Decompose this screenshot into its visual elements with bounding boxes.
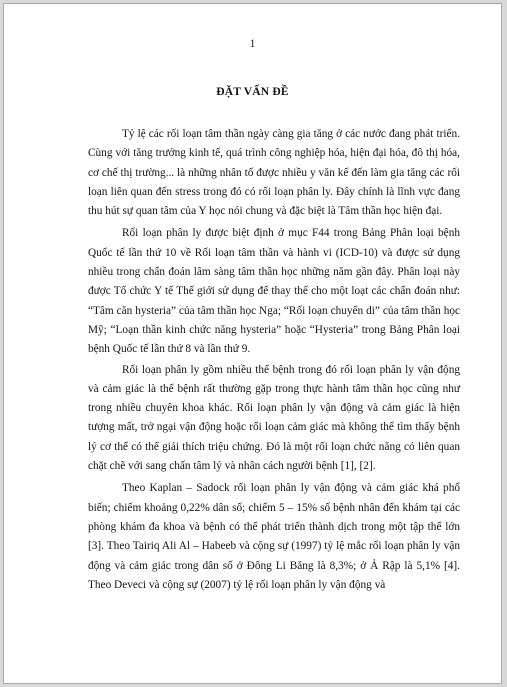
paragraph-1: Tỷ lệ các rối loạn tâm thần ngày càng gia tăng ở các nước đang phát triển. Cùng với tăng trưởng kinh tế, quá trình công nghiệp hóa, hiện đại hóa, đô thị hóa, cơ chế thị trường... là những nhân tố được nhiều y văn kể đến làm gia tăng các rối loạn liên quan đến stress trong đó có rối loạn phân ly. Đây chính là lĩnh vực đang thu hút sự quan tâm của Y học nói chung và đặc biệt là Tâm thần học hiện đại.: [88, 128, 460, 218]
section-heading: ĐẶT VẤN ĐỀ: [216, 86, 289, 98]
paragraph-4: Theo Kaplan – Sadock rối loạn phân ly vận động và cảm giác khá phổ biến; chiếm khoảng 0,22% dân số; chiếm 5 – 15% số bệnh nhân đến khám tại các phòng khám đa khoa và bệnh có thể phát triển thành dịch trong một tập thể lớn [3]. Theo Tairiq Ali Al – Habeeb và cộng sự (1997) tỷ lệ mắc rối loạn phân ly vận động và cảm giác trong dân số ở Đông Li Băng là 8,3%; ở Ả Rập là 5,1% [4]. Theo Deveci và cộng sự (2007) tỷ lệ rối loạn phân ly vận động và: [88, 482, 460, 591]
document-page: [3, 3, 502, 684]
paragraph-3: Rối loạn phân ly gồm nhiều thể bệnh trong đó rối loạn phân ly vận động và cảm giác là thể bệnh rất thường gặp trong thực hành tâm thần học cũng như trong nhiều chuyên khoa khác. Rối loạn phân ly vận động và cảm giác là hiện tượng mất, trở ngại vận động hoặc rối loạn cảm giác mà không thể tìm thấy bệnh lý cơ thể có thể giải thích triệu chứng. Đó là một rối loạn chức năng có liên quan chặt chẽ với sang chấn tâm lý và nhân cách người bệnh [1], [2].: [88, 363, 460, 473]
body-text: [88, 125, 460, 598]
page-number: 1: [249, 38, 256, 50]
paragraph-2: Rối loạn phân ly được biệt định ở mục F44 trong Bảng Phân loại bệnh Quốc tế lần thứ 10 về Rối loạn tâm thần và hành vi (ICD-10) và được sử dụng nhiều trong chẩn đoán lâm sàng tâm thần học những năm gần đây. Phân loại này được Tổ chức Y tế Thế giới sử dụng để thay thế cho một loạt các chẩn đoán như: “Tâm căn hysteria” của tâm thần học Nga; “Rối loạn chuyển di” của tâm thần học Mỹ; “Loạn thần kinh chức năng hysteria” hoặc “Hysteria” trong Bảng Phân loại bệnh Quốc tế lần thứ 8 và lần thứ 9.: [88, 227, 460, 356]
